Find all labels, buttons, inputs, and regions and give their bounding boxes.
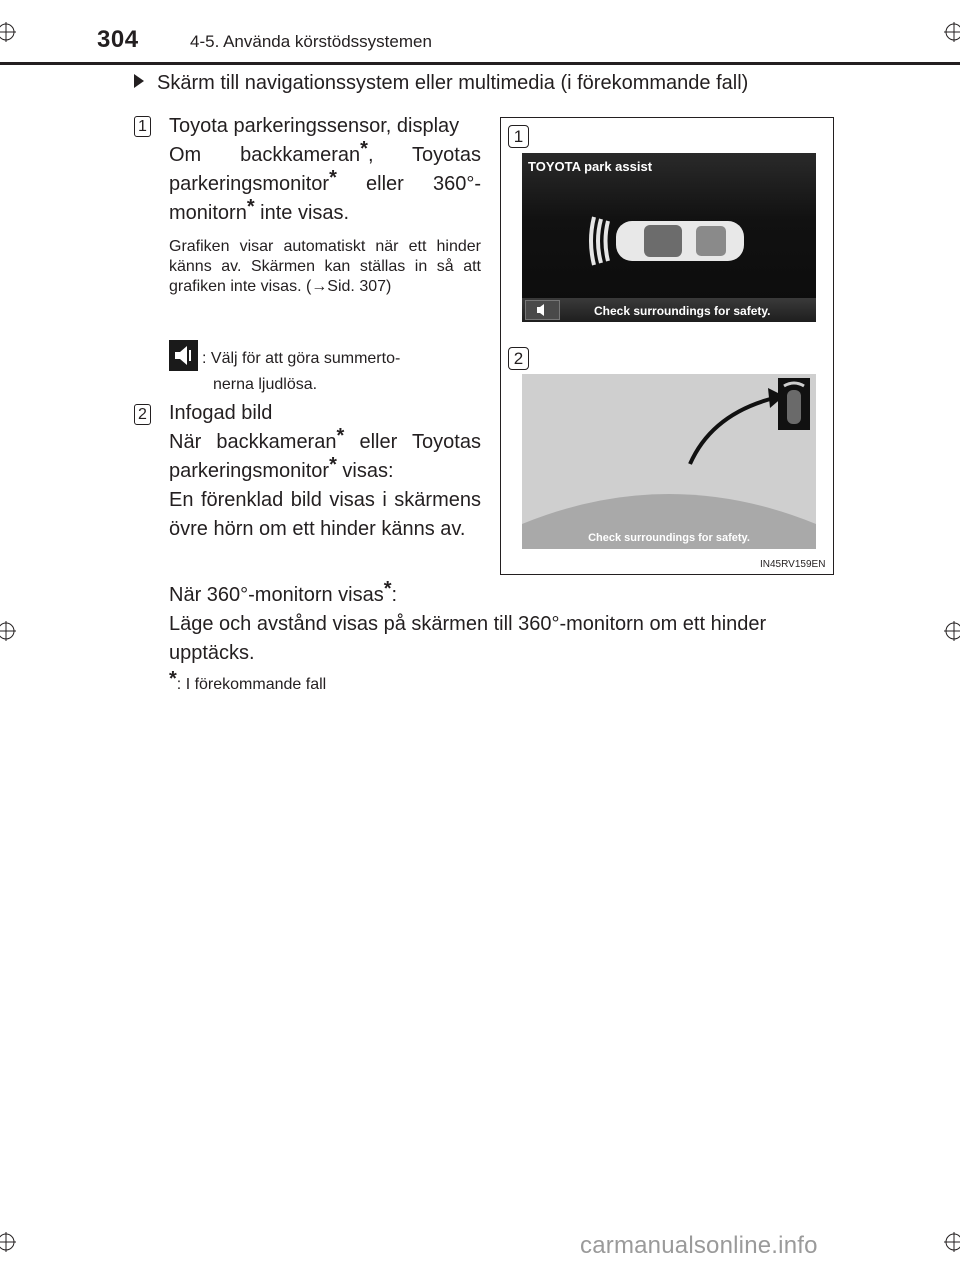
item1-title: Toyota parkeringssensor, display	[169, 115, 460, 137]
triangle-bullet-icon	[134, 74, 144, 88]
page-reference: (→Sid. 307)	[305, 278, 392, 295]
park-assist-screen	[522, 153, 816, 322]
registration-mark-mid-right	[944, 621, 960, 641]
park-assist-status-bar	[522, 298, 816, 322]
item-number-2: 2	[134, 404, 151, 425]
item1-description: Grafiken visar automatiskt när ett hinder känns av. Skärmen kan ställas in så att grafiken inte visas. (→Sid. 307)	[169, 238, 481, 295]
item2-description-360: Läge och avstånd visas på skärmen till 360°-monitorn om ett hinder upptäcks.	[169, 613, 767, 664]
item1-block	[169, 112, 481, 297]
watermark: carmanualsonline.info	[580, 1232, 818, 1259]
screen-bottom-curve	[522, 374, 816, 549]
item2-description: En förenklad bild visas i skärmens övre hörn om ett hinder känns av.	[169, 489, 481, 540]
inset-car-icon	[778, 378, 810, 430]
car-top-view-icon	[584, 211, 754, 271]
item-number-1: 1	[134, 116, 151, 137]
item2-block	[169, 399, 481, 544]
registration-mark-mid-left	[0, 621, 16, 641]
section-title: 4-5. Använda körstödssystemen	[190, 32, 432, 51]
item2-condition: När backkameran* eller Toyotas parkeringsmonitor* visas:	[169, 425, 481, 482]
footnote: *: I förekommande fall	[169, 668, 327, 693]
speaker-icon-description: : Välj för att göra summerto- nerna ljudlösa.	[202, 350, 401, 393]
item1-condition: Om backkameran*, Toyotas parkeringsmonitor* eller 360°-monitorn* inte visas.	[169, 138, 481, 224]
intro-line	[134, 72, 748, 95]
figure-label-2: 2	[508, 347, 529, 370]
park-assist-title: TOYOTA park assist	[528, 159, 653, 174]
inset-image-screen	[522, 374, 816, 549]
registration-mark-bottom-left	[0, 1232, 16, 1252]
registration-mark-top-right	[944, 22, 960, 42]
mute-button[interactable]	[525, 300, 560, 320]
header-rule	[0, 62, 960, 65]
intro-text: Skärm till navigationssystem eller multimedia (i förekommande fall)	[157, 72, 749, 94]
item2-condition-360: När 360°-monitorn visas*: Läge och avstånd visas på skärmen till 360°-monitorn om ett hinder upptäcks.	[169, 581, 833, 668]
figure-code: IN45RV159EN	[760, 559, 826, 570]
registration-mark-top-left	[0, 22, 16, 42]
registration-mark-bottom-right	[944, 1232, 960, 1252]
item2-title: Infogad bild	[169, 402, 273, 424]
speaker-mute-icon	[169, 340, 198, 371]
page-number: 304	[97, 26, 139, 53]
park-assist-message: Check surroundings for safety.	[594, 304, 771, 318]
inset-message: Check surroundings for safety.	[588, 532, 750, 544]
figure-label-1: 1	[508, 125, 529, 148]
